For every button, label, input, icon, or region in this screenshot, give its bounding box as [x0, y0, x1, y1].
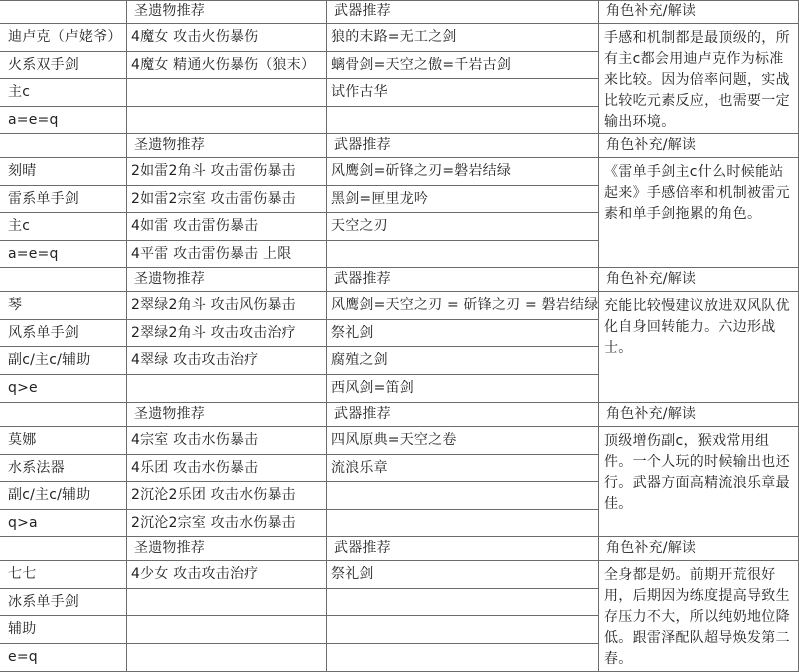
grid-line [0, 133, 799, 134]
grid-line [0, 374, 598, 375]
artifact-cell: 4宗室 攻击水伤暴击 [131, 432, 259, 448]
weapon-cell: 腐殖之剑 [331, 352, 388, 368]
character-note: 手感和机制都是最顶级的，所有主c都会用迪卢克作为标准来比较。因为倍率问题，实战比较吃元素反应，也需要一定输出环境。 [604, 30, 790, 130]
weapon-cell: 天空之刃 [331, 218, 388, 234]
character-info: 七七 [8, 566, 37, 582]
grid-line [126, 426, 127, 537]
grid-line [0, 157, 799, 158]
weapon-cell: 试作古华 [331, 84, 388, 100]
character-note: 全身都是奶。前期开荒很好用，后期因为练度提高导致生存压力不大，所以纯奶地位降低。跟雷泽配队超导焕发第二春。 [604, 567, 790, 667]
grid-line [326, 291, 327, 403]
artifact-cell: 4魔女 精通火伤暴伤（狼末） [131, 57, 316, 73]
grid-line [126, 291, 127, 403]
weapon-cell: 四风原典=天空之卷 [331, 432, 457, 448]
header-weapon: 武器推荐 [334, 406, 391, 422]
header-note: 角色补充/解读 [606, 3, 697, 19]
character-info: 主c [8, 84, 31, 100]
grid-line [0, 426, 799, 427]
grid-line [598, 268, 599, 291]
character-info: q>a [8, 515, 38, 531]
grid-line [0, 481, 598, 482]
header-note: 角色补充/解读 [606, 271, 697, 287]
grid-line [126, 537, 127, 560]
grid-line [0, 509, 598, 510]
grid-line [326, 403, 327, 426]
grid-line [126, 23, 127, 134]
weapon-cell: 西风剑=笛剑 [331, 380, 414, 396]
artifact-cell: 2翠绿2角斗 攻击风伤暴击 [131, 297, 296, 313]
header-weapon: 武器推荐 [334, 540, 391, 556]
grid-line [326, 134, 327, 157]
grid-line [326, 426, 327, 537]
grid-line [326, 0, 327, 23]
grid-line [0, 291, 799, 292]
artifact-cell: 4如雷 攻击雷伤暴击 [131, 218, 259, 234]
grid-line [598, 403, 599, 426]
character-note: 《雷单手剑主c什么时候能站起来》手感倍率和机制被雷元素和单手剑拖累的角色。 [604, 164, 790, 222]
header-artifact: 圣遗物推荐 [134, 137, 205, 153]
header-artifact: 圣遗物推荐 [134, 406, 205, 422]
grid-line [598, 134, 599, 157]
grid-line [326, 537, 327, 560]
header-artifact: 圣遗物推荐 [134, 540, 205, 556]
grid-line [598, 23, 599, 134]
grid-line [0, 78, 598, 79]
grid-line [126, 0, 127, 23]
grid-line [0, 51, 598, 52]
weapon-cell: 祭礼剑 [331, 566, 374, 582]
grid-line [0, 212, 598, 213]
grid-line [0, 588, 598, 589]
character-note: 充能比较慢建议放进双风队优化自身回转能力。六边形战士。 [604, 298, 790, 356]
grid-line [126, 134, 127, 157]
grid-line [598, 157, 599, 268]
header-note: 角色补充/解读 [606, 540, 697, 556]
header-note: 角色补充/解读 [606, 137, 697, 153]
header-weapon: 武器推荐 [334, 3, 391, 19]
weapon-cell: 风鹰剑=斫锋之刃=磐岩结绿 [331, 163, 512, 179]
artifact-cell: 2翠绿2角斗 攻击攻击治疗 [131, 325, 296, 341]
weapon-cell: 狼的末路=无工之剑 [331, 29, 457, 45]
grid-line [0, 185, 598, 186]
character-info: 主c [8, 218, 31, 234]
character-info: 风系单手剑 [8, 325, 79, 341]
grid-line [126, 403, 127, 426]
header-artifact: 圣遗物推荐 [134, 271, 205, 287]
character-info: 迪卢克（卢姥爷） [8, 29, 122, 45]
header-weapon: 武器推荐 [334, 271, 391, 287]
grid-line [0, 106, 598, 107]
weapon-cell: 风鹰剑=天空之刃 = 斫锋之刃 = 磐岩结绿 [331, 297, 599, 313]
character-info: a=e=q [8, 246, 59, 262]
artifact-cell: 4乐团 攻击水伤暴击 [131, 460, 259, 476]
artifact-cell: 4魔女 攻击火伤暴伤 [131, 29, 259, 45]
grid-line [126, 268, 127, 291]
character-info: 琴 [8, 297, 23, 313]
character-info: 雷系单手剑 [8, 191, 79, 207]
grid-line [0, 240, 598, 241]
character-info: e=q [8, 649, 38, 665]
character-info: 辅助 [8, 621, 37, 637]
header-artifact: 圣遗物推荐 [134, 3, 205, 19]
artifact-cell: 2如雷2宗室 攻击雷伤暴击 [131, 191, 296, 207]
grid-line [598, 537, 599, 560]
grid-line [0, 615, 598, 616]
artifact-cell: 4平雷 攻击雷伤暴击 上限 [131, 246, 292, 262]
weapon-cell: 黑剑=匣里龙吟 [331, 191, 429, 207]
grid-line [598, 426, 599, 537]
artifact-cell: 4翠绿 攻击攻击治疗 [131, 352, 259, 368]
artifact-cell: 2沉沦2乐团 攻击水伤暴击 [131, 487, 296, 503]
grid-line [0, 643, 598, 644]
grid-line [0, 267, 799, 268]
grid-line [0, 346, 598, 347]
header-note: 角色补充/解读 [606, 406, 697, 422]
artifact-cell: 2沉沦2宗室 攻击水伤暴击 [131, 515, 296, 531]
weapon-cell: 流浪乐章 [331, 460, 388, 476]
character-info: 副c/主c/辅助 [8, 487, 91, 503]
grid-line [0, 560, 799, 561]
grid-line [598, 560, 599, 672]
grid-line [0, 454, 598, 455]
grid-line [0, 319, 598, 320]
grid-line [326, 560, 327, 672]
character-info: 莫娜 [8, 432, 37, 448]
weapon-cell: 祭礼剑 [331, 325, 374, 341]
grid-line [326, 157, 327, 268]
grid-line [0, 536, 799, 537]
character-info: 火系双手剑 [8, 57, 79, 73]
character-info: 刻晴 [8, 163, 37, 179]
artifact-cell: 2如雷2角斗 攻击雷伤暴击 [131, 163, 296, 179]
grid-line [0, 23, 799, 24]
header-weapon: 武器推荐 [334, 137, 391, 153]
character-info: q>e [8, 380, 38, 396]
grid-line [0, 402, 799, 403]
grid-line [126, 157, 127, 268]
artifact-cell: 4少女 攻击攻击治疗 [131, 566, 259, 582]
character-note: 顶级增伤副c，猴戏常用组件。一个人玩的时候输出也还行。武器方面高精流浪乐章最佳。 [604, 433, 790, 512]
grid-line [326, 23, 327, 134]
character-info: 副c/主c/辅助 [8, 352, 91, 368]
character-info: a=e=q [8, 112, 59, 128]
grid-line [326, 268, 327, 291]
character-info: 冰系单手剑 [8, 594, 79, 610]
weapon-cell: 螭骨剑=天空之傲=千岩古剑 [331, 57, 512, 73]
grid-line [598, 0, 599, 23]
grid-line [126, 560, 127, 672]
character-info: 水系法器 [8, 460, 65, 476]
